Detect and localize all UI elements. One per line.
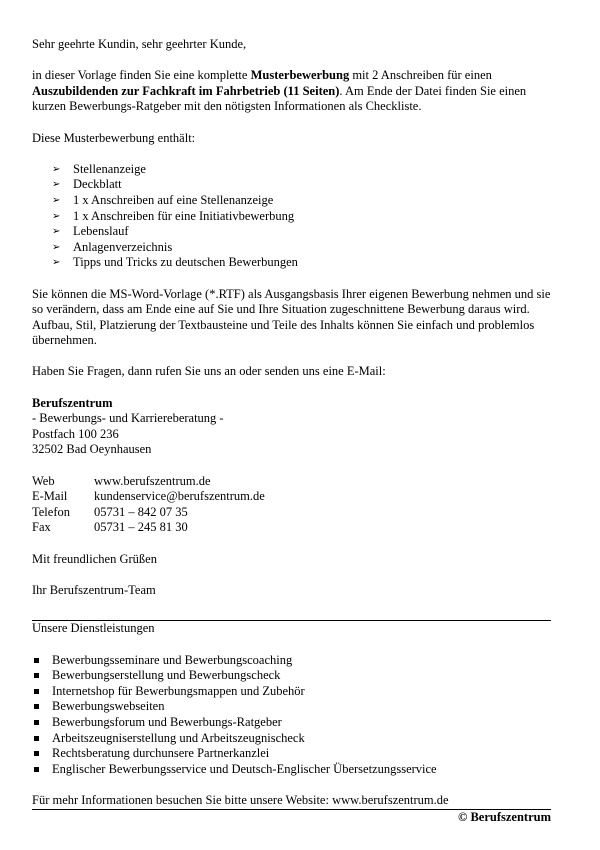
intro-bold-2: Auszubildenden zur Fachkraft im Fahrbetrieb (11 Seiten) — [32, 83, 340, 98]
arrow-bullet-icon: ➢ — [52, 194, 61, 206]
list-item: Rechtsberatung durchunsere Partnerkanzlei — [32, 746, 552, 762]
email-link[interactable]: kundenservice@berufszentrum.de — [94, 489, 265, 504]
company-tagline: - Bewerbungs- und Karriereberatung - — [32, 411, 224, 426]
questions-paragraph: Haben Sie Fragen, dann rufen Sie uns an oder senden uns eine E-Mail: — [32, 364, 386, 379]
list-item: Bewerbungserstellung und Bewerbungscheck — [32, 668, 552, 684]
arrow-bullet-icon: ➢ — [52, 210, 61, 222]
closing: Mit freundlichen Grüßen — [32, 551, 157, 566]
square-bullet-icon — [34, 751, 39, 756]
intro-bold-1: Musterbewerbung — [250, 68, 350, 83]
contact-row-phone: Telefon 05731 – 842 07 35 — [32, 504, 188, 519]
arrow-bullet-icon: ➢ — [52, 163, 61, 175]
contact-row-fax: Fax 05731 – 245 81 30 — [32, 520, 188, 535]
square-bullet-icon — [34, 736, 39, 741]
list-item: ➢ Tipps und Tricks zu deutschen Bewerbungen — [52, 255, 298, 270]
list-item: Arbeitszeugniserstellung und Arbeitszeugnischeck — [32, 731, 552, 747]
square-bullet-icon — [34, 689, 39, 694]
square-bullet-icon — [34, 673, 39, 678]
contact-row-email: E-Mail kundenservice@berufszentrum.de — [32, 489, 265, 504]
list-item: Bewerbungsforum und Bewerbungs-Ratgeber — [32, 715, 552, 731]
list-item: Bewerbungsseminare und Bewerbungscoaching — [32, 653, 552, 669]
square-bullet-icon — [34, 704, 39, 709]
document-page — [32, 37, 552, 825]
list-item: Bewerbungswebseiten — [32, 699, 552, 715]
copyright: © Berufszentrum — [458, 809, 551, 824]
usage-paragraph: Sie können die MS-Word-Vorlage (*.RTF) als Ausgangsbasis Ihrer eigenen Bewerbung nehmen und sie so verändern, dass am Ende eine auf Sie und Ihre Situation zugeschnittene Bewerbung daraus wird. Aufbau, Stil, Platzierung der Textbausteine und Teile des Inhalts können Sie einfach und problemlos übernehmen. — [32, 286, 551, 348]
square-bullet-icon — [34, 720, 39, 725]
footer-info: Für mehr Informationen besuchen Sie bitte unsere Website: www.berufszentrum.de — [32, 792, 449, 807]
greeting: Sehr geehrte Kundin, sehr geehrter Kunde, — [32, 37, 247, 51]
list-item: ➢ Deckblatt — [52, 177, 122, 192]
list-item: ➢ Stellenanzeige — [52, 161, 146, 176]
arrow-bullet-icon: ➢ — [52, 241, 61, 253]
arrow-bullet-icon: ➢ — [52, 226, 61, 238]
fax-value: 05731 – 245 81 30 — [94, 520, 188, 535]
signature: Ihr Berufszentrum-Team — [32, 582, 156, 597]
contents-list — [32, 162, 552, 271]
services-list — [32, 653, 552, 778]
company-city: 32502 Bad Oeynhausen — [32, 442, 152, 457]
contents-heading: Diese Musterbewerbung enthält: — [32, 130, 196, 145]
intro-paragraph — [32, 68, 552, 115]
contact-row-web: Web www.berufszentrum.de — [32, 473, 211, 488]
list-item: ➢ Lebenslauf — [52, 224, 129, 239]
square-bullet-icon — [34, 767, 39, 772]
arrow-bullet-icon: ➢ — [52, 179, 61, 191]
web-link[interactable]: www.berufszentrum.de — [94, 473, 211, 488]
services-heading: Unsere Dienstleistungen — [32, 621, 155, 636]
list-item: Englischer Bewerbungsservice und Deutsch-Englischer Übersetzungsservice — [32, 762, 552, 778]
company-name: Berufszentrum — [32, 395, 113, 410]
square-bullet-icon — [34, 658, 39, 663]
list-item: ➢ 1 x Anschreiben für eine Initiativbewerbung — [52, 208, 295, 223]
intro-text-3: . Am Ende der Datei finden Sie einen kurzen Bewerbungs-Ratgeber mit den nötigsten Informationen als Checkliste. — [32, 83, 527, 114]
contact-block — [32, 474, 552, 536]
intro-text-2: mit 2 Anschreiben für einen — [349, 68, 492, 83]
company-address — [32, 396, 552, 458]
phone-value: 05731 – 842 07 35 — [94, 504, 188, 519]
company-street: Postfach 100 236 — [32, 426, 119, 441]
list-item: Internetshop für Bewerbungsmappen und Zubehör — [32, 684, 552, 700]
list-item: ➢ Anlagenverzeichnis — [52, 239, 173, 254]
list-item: ➢ 1 x Anschreiben auf eine Stellenanzeige — [52, 192, 274, 207]
arrow-bullet-icon: ➢ — [52, 257, 61, 269]
intro-text-1: in dieser Vorlage finden Sie eine komplette — [32, 68, 251, 83]
